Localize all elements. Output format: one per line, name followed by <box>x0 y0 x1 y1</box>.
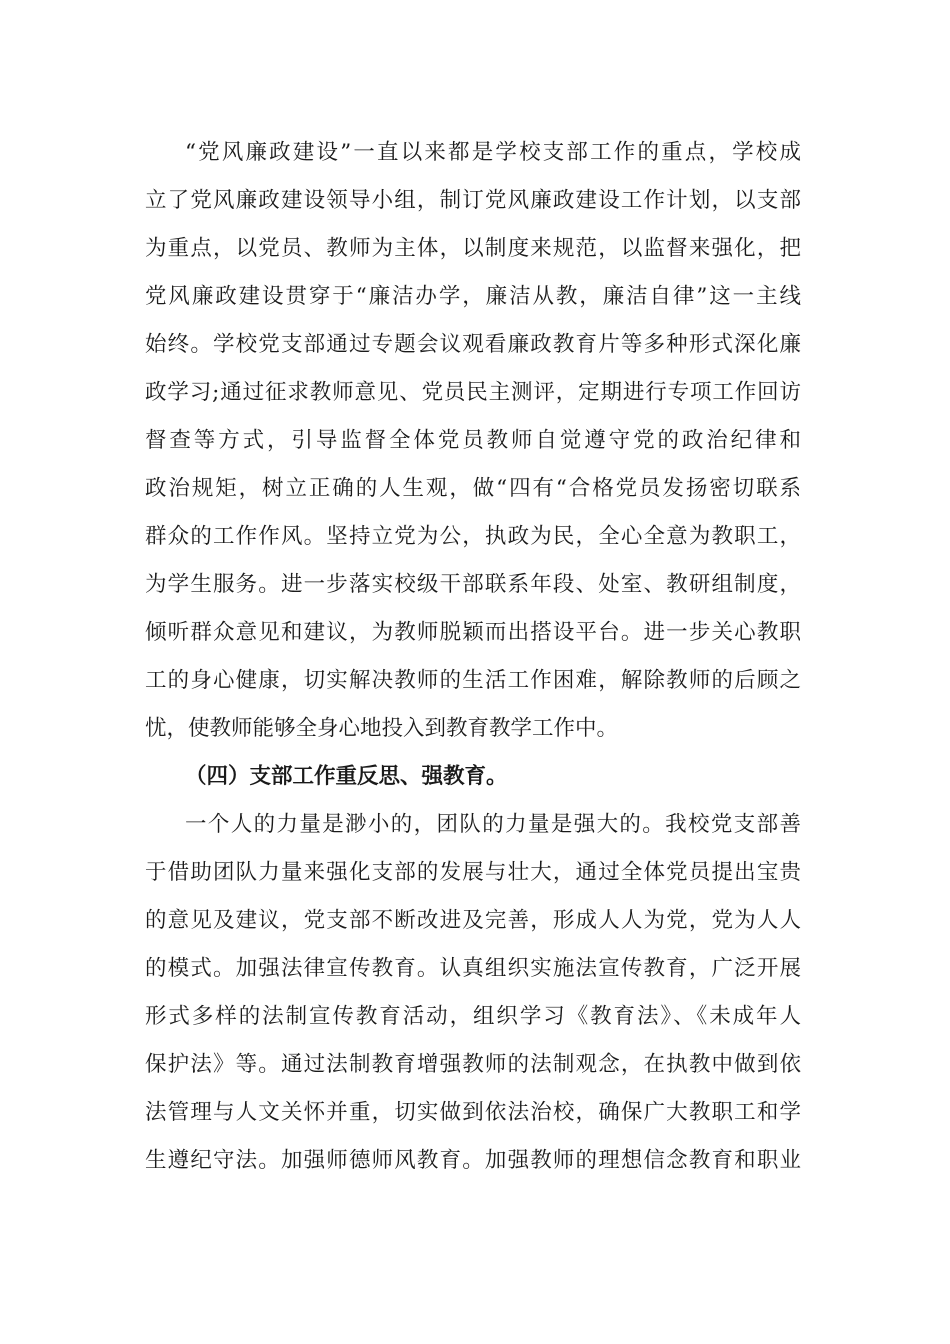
paragraph-2-line-2: 于借助团队力量来强化支部的发展与壮大，通过全体党员提出宝贵 <box>145 860 801 885</box>
paragraph-2-line-3: 的意见及建议，党支部不断改进及完善，形成人人为党，党为人人 <box>145 908 801 933</box>
paragraph-1-line-3: 为重点，以党员、教师为主体，以制度来规范，以监督来强化，把 <box>145 236 801 261</box>
paragraph-1-line-13: 忧，使教师能够全身心地投入到教育教学工作中。 <box>145 716 619 741</box>
paragraph-1-line-12: 工的身心健康，切实解决教师的生活工作困难，解除教师的后顾之 <box>145 668 801 693</box>
paragraph-2-line-8: 生遵纪守法。加强师德师风教育。加强教师的理想信念教育和职业 <box>145 1148 801 1173</box>
paragraph-1-line-6: 政学习;通过征求教师意见、党员民主测评，定期进行专项工作回访 <box>145 380 801 405</box>
paragraph-1-line-2: 立了党风廉政建设领导小组，制订党风廉政建设工作计划，以支部 <box>145 188 801 213</box>
paragraph-1-line-10: 为学生服务。进一步落实校级干部联系年段、处室、教研组制度， <box>145 572 801 597</box>
paragraph-1-line-9: 群众的工作作风。坚持立党为公，执政为民，全心全意为教职工， <box>145 524 801 549</box>
paragraph-1-line-1: “党风廉政建设”一直以来都是学校支部工作的重点，学校成 <box>185 140 801 165</box>
paragraph-2-line-7: 法管理与人文关怀并重，切实做到依法治校，确保广大教职工和学 <box>145 1100 801 1125</box>
paragraph-1-line-4: 党风廉政建设贯穿于“廉洁办学，廉洁从教，廉洁自律”这一主线 <box>145 284 801 309</box>
paragraph-1-line-7: 督查等方式，引导监督全体党员教师自觉遵守党的政治纪律和 <box>145 428 801 453</box>
paragraph-2-line-1: 一个人的力量是渺小的，团队的力量是强大的。我校党支部善 <box>185 812 801 837</box>
paragraph-2-line-6: 保护法》等。通过法制教育增强教师的法制观念，在执教中做到依 <box>145 1052 801 1077</box>
paragraph-1-line-11: 倾听群众意见和建议，为教师脱颖而出搭设平台。进一步关心教职 <box>145 620 801 645</box>
paragraph-2-line-4: 的模式。加强法律宣传教育。认真组织实施法宣传教育，广泛开展 <box>145 956 801 981</box>
paragraph-2-line-5: 形式多样的法制宣传教育活动，组织学习《教育法》、《未成年人 <box>145 1004 801 1029</box>
paragraph-1-line-5: 始终。学校党支部通过专题会议观看廉政教育片等多种形式深化廉 <box>145 332 801 357</box>
paragraph-1-line-8: 政治规矩，树立正确的人生观，做“四有“合格党员发扬密切联系 <box>145 476 801 501</box>
section-heading: （四）支部工作重反思、强教育。 <box>185 764 508 789</box>
